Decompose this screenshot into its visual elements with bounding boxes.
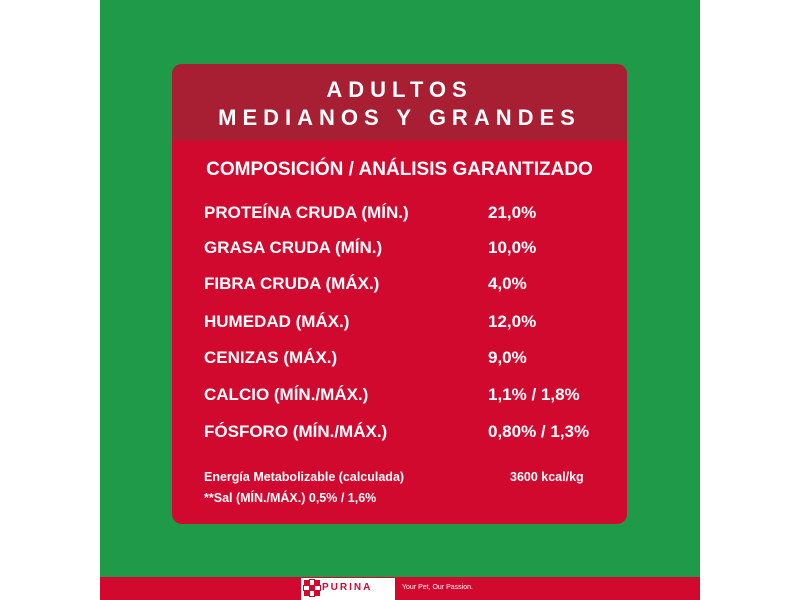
- nutrient-value: 4,0%: [488, 274, 527, 293]
- purina-checkerboard-icon: [304, 580, 320, 596]
- nutrient-label: CALCIO (MÍN./MÁX.): [204, 385, 369, 404]
- nutrient-label: PROTEÍNA CRUDA (MÍN.): [204, 203, 409, 222]
- nutrient-row: [172, 238, 627, 268]
- nutrient-row: [172, 422, 627, 452]
- nutrient-label: FIBRA CRUDA (MÁX.): [204, 274, 380, 293]
- card-header: [172, 64, 627, 141]
- header-title-line1: ADULTOS: [326, 77, 473, 102]
- nutrient-label: HUMEDAD (MÁX.): [204, 312, 350, 331]
- nutrient-value: 10,0%: [488, 238, 537, 257]
- nutrient-value: 21,0%: [488, 203, 537, 222]
- nutrition-card: [172, 64, 627, 524]
- section-title: COMPOSICIÓN / ANÁLISIS GARANTIZADO: [206, 159, 593, 180]
- nutrient-value: 0,80% / 1,3%: [488, 422, 590, 441]
- nutrient-row: [172, 274, 627, 304]
- nutrient-label: FÓSFORO (MÍN./MÁX.): [204, 422, 388, 441]
- nutrient-value: 12,0%: [488, 312, 537, 331]
- nutrient-row: [172, 203, 627, 233]
- salt-note: **Sal (MÍN./MÁX.) 0,5% / 1,6%: [204, 491, 377, 505]
- nutrient-label: GRASA CRUDA (MÍN.): [204, 238, 383, 257]
- header-title-line2: MEDIANOS Y GRANDES: [218, 105, 581, 130]
- nutrient-label: CENIZAS (MÁX.): [204, 348, 338, 367]
- nutrient-row: [172, 312, 627, 342]
- footer-bar: [100, 577, 700, 600]
- nutrient-value: 1,1% / 1,8%: [488, 385, 580, 404]
- energy-label: Energía Metabolizable (calculada): [204, 470, 405, 484]
- brand-name: PURINA: [322, 582, 373, 593]
- brand-tagline: Your Pet, Our Passion.: [402, 584, 473, 591]
- nutrient-value: 9,0%: [488, 348, 527, 367]
- nutrient-row: [172, 385, 627, 415]
- energy-value: 3600 kcal/kg: [510, 470, 584, 484]
- nutrient-row: [172, 348, 627, 378]
